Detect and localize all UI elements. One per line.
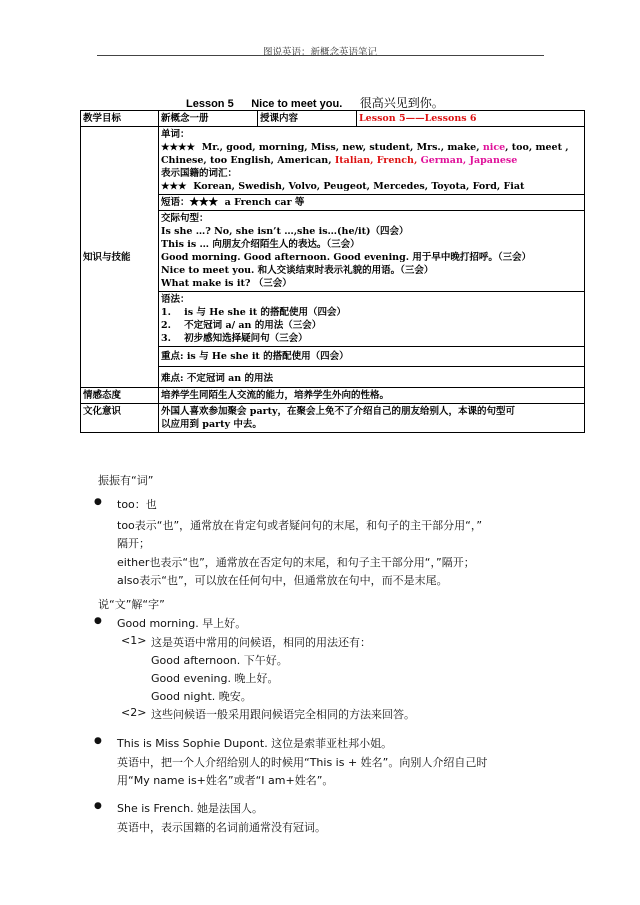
vocab-heading: 单词： bbox=[161, 129, 190, 140]
grammar-text: 不定冠词 a/ an 的用法（三会） bbox=[184, 320, 322, 331]
sentence-5: What make is it? （三会） bbox=[161, 278, 292, 289]
section-heading-text: 说“文”解“字” bbox=[98, 598, 165, 611]
grammar-text: is 与 He she it 的搭配使用（四会） bbox=[184, 307, 346, 318]
grammar-item bbox=[161, 332, 582, 345]
star-rating-4: ★★★★ bbox=[161, 142, 196, 153]
vocabulary-cell bbox=[159, 127, 585, 195]
grammar-num: 2. bbox=[161, 320, 171, 331]
sentence-4: Nice to meet you. 和人交谈结束时表示礼貌的用语。（三会） bbox=[161, 265, 434, 276]
attitude-label: 情感态度 bbox=[81, 388, 159, 404]
too-line-3: either也表示“也”，通常放在否定句的末尾，和句子主干部分用“，”隔开； bbox=[117, 556, 475, 569]
table-row bbox=[81, 111, 585, 127]
french-heading: She is French. 她是法国人。 bbox=[117, 802, 264, 815]
phrase-label: 短语：★★★ bbox=[161, 197, 219, 208]
vocab-words-tail: , too, meet , bbox=[505, 142, 569, 153]
grammar-num: 3. bbox=[161, 333, 171, 344]
word-nice: nice bbox=[482, 142, 506, 153]
culture-label: 文化意识 bbox=[81, 404, 159, 433]
header-divider bbox=[97, 55, 544, 56]
sentence-2: This is … 向朋友介绍陌生人的表达。（三会） bbox=[161, 239, 360, 250]
note-number: <2> bbox=[121, 706, 147, 719]
note-text: 这些问候语一般采用跟问候语完全相同的方法来回答。 bbox=[151, 708, 415, 721]
note-number: <1> bbox=[121, 634, 147, 647]
word-italian: Italian, bbox=[334, 155, 374, 166]
knowledge-skills-label: 知识与技能 bbox=[81, 127, 159, 388]
greeting-afternoon: Good afternoon. 下午好。 bbox=[151, 654, 288, 667]
phrase-text: a French car 等 bbox=[224, 197, 305, 208]
word-french: French, bbox=[376, 155, 418, 166]
lesson-number: Lesson 5 bbox=[186, 98, 234, 110]
bullet-icon: ● bbox=[94, 736, 102, 746]
sentence-1: Is she …? No, she isn’t …,she is…(he/it)（四会） bbox=[161, 226, 409, 237]
attitude-text: 培养学生同陌生人交流的能力，培养学生外向的性格。 bbox=[159, 388, 585, 404]
table-row bbox=[81, 404, 585, 433]
difficulty-cell: 难点: 不定冠词 an 的用法 bbox=[159, 367, 585, 388]
sentence-3: Good morning. Good afternoon. Good evening. 用于早中晚打招呼。（三会） bbox=[161, 252, 532, 263]
too-line-4: also表示“也”，可以放在任何句中，但通常放在句中，而不是末尾。 bbox=[117, 574, 448, 587]
bullet-icon: ● bbox=[94, 801, 102, 811]
nationality-line bbox=[161, 180, 582, 193]
nationality-heading: 表示国籍的词汇： bbox=[161, 168, 238, 179]
grammar-item bbox=[161, 306, 582, 319]
sentences-heading: 交际句型： bbox=[161, 213, 209, 224]
too-line-2: 隔开； bbox=[117, 537, 150, 550]
miss-heading: This is Miss Sophie Dupont. 这位是索菲亚杜邦小姐。 bbox=[117, 737, 393, 750]
grammar-text: 初步感知选择疑问句（三会） bbox=[184, 333, 308, 344]
too-heading: too：也 bbox=[117, 498, 157, 511]
good-morning-heading: Good morning. 早上好。 bbox=[117, 617, 247, 630]
vocab-line-1 bbox=[161, 141, 582, 154]
key-point-cell: 重点: is 与 He she it 的搭配使用（四会） bbox=[159, 347, 585, 367]
table-row bbox=[81, 388, 585, 404]
word-german: German, bbox=[420, 155, 467, 166]
lesson-title-en: Nice to meet you. bbox=[251, 98, 343, 110]
sentence-patterns-cell bbox=[159, 211, 585, 292]
vocab-line-2 bbox=[161, 154, 582, 167]
section-heading-words: 振振有“词” bbox=[98, 474, 154, 487]
grammar-item bbox=[161, 319, 582, 332]
content-label: 授课内容 bbox=[258, 111, 357, 127]
vocab-words: Mr., good, morning, Miss, new, student, Mrs., make, bbox=[201, 142, 480, 153]
bullet-icon: ● bbox=[94, 497, 102, 507]
vocab-words-2: Chinese, too English, American, bbox=[161, 155, 332, 166]
page-header: 图说英语：新概念英语笔记 bbox=[262, 47, 377, 58]
culture-text-2: 以应用到 party 中去。 bbox=[161, 419, 262, 430]
french-line-1: 英语中，表示国籍的名词前通常没有冠词。 bbox=[117, 821, 326, 834]
lesson-title-cn: 很高兴见到你。 bbox=[359, 96, 444, 110]
miss-line-2: 用“My name is+姓名”或者“I am+姓名”。 bbox=[117, 774, 334, 787]
culture-cell bbox=[159, 404, 585, 433]
grammar-num: 1. bbox=[161, 307, 171, 318]
lesson-range: Lesson 5——Lessons 6 bbox=[357, 111, 585, 127]
greeting-night: Good night. 晚安。 bbox=[151, 690, 252, 703]
phrase-cell bbox=[159, 195, 585, 211]
word-japanese: Japanese bbox=[469, 155, 518, 166]
star-rating-3: ★★★ bbox=[161, 181, 187, 192]
objective-label: 教学目标 bbox=[81, 111, 159, 127]
miss-line-1: 英语中，把一个人介绍给别人的时候用“This is + 姓名”。向别人介绍自己时 bbox=[117, 756, 488, 769]
grammar-cell bbox=[159, 292, 585, 347]
too-line-1: too表示“也”，通常放在肯定句或者疑问句的末尾，和句子的主干部分用“，” bbox=[117, 519, 483, 532]
bullet-icon: ● bbox=[94, 616, 102, 626]
lesson-title bbox=[186, 94, 444, 111]
teaching-plan-table bbox=[80, 110, 585, 433]
culture-text-1: 外国人喜欢参加聚会 party，在聚会上免不了介绍自己的朋友给别人，本课的句型可 bbox=[161, 406, 516, 417]
nationality-words: Korean, Swedish, Volvo, Peugeot, Mercedes, Toyota, Ford, Fiat bbox=[193, 181, 525, 192]
note-text: 这是英语中常用的问候语，相同的用法还有： bbox=[151, 636, 371, 649]
table-row bbox=[81, 127, 585, 195]
book-cell: 新概念一册 bbox=[159, 111, 258, 127]
grammar-heading: 语法： bbox=[161, 294, 190, 305]
greeting-evening: Good evening. 晚上好。 bbox=[151, 672, 279, 685]
